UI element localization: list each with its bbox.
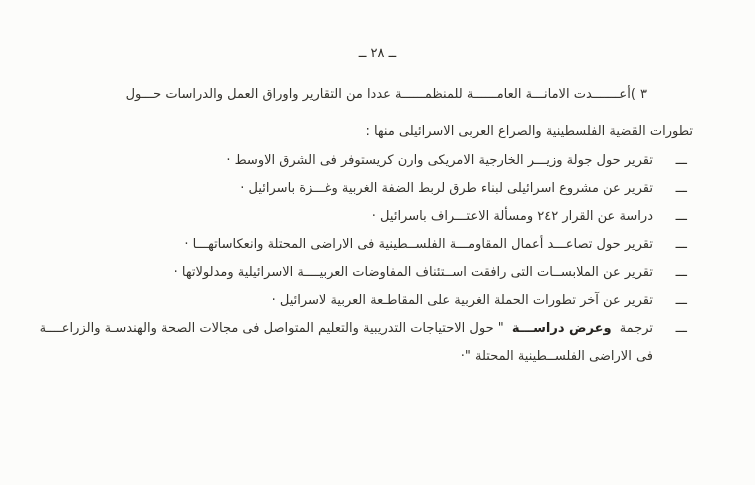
bullet-dash: ـــ (675, 265, 687, 280)
bullet-text: دراسة عن القرار ٢٤٢ ومسألة الاعتـــراف باسرائيل · (371, 209, 653, 224)
list-item (40, 235, 687, 254)
translation-item-first-line (36, 319, 653, 338)
bullet-text (36, 319, 653, 366)
bullet-dash: ـــ (675, 237, 687, 252)
bullet-text: تقرير حول جولة وزيـــر الخارجية الامريكى وارن كريستوفر فى الشرق الاوسط · (226, 153, 653, 168)
bullet-dash: ـــ (675, 181, 687, 196)
item-intro-text: أعـــــــدت الامانـــة العامــــــة للمنظمــــــة عددا من التقارير واوراق العمل والدراسات حـــول (125, 87, 631, 102)
translation-rest: " حول الاحتياجات التدريبية والتعليم المتواصل فى مجالات الصحة والهندسـة والزراعــــة (39, 321, 504, 336)
bullet-list (40, 151, 687, 375)
item-paragraph-line-1 (126, 87, 663, 102)
item-paragraph-line-2: تطورات القضية الفلسطينية والصراع العربى الاسرائيلى منها : (365, 124, 693, 139)
bullet-dash: ـــ (675, 321, 687, 336)
translation-title-emphasis: وعرض دراســـة (511, 321, 612, 336)
bullet-dash: ـــ (675, 153, 687, 168)
list-item (40, 263, 687, 282)
page-number: ــ ٢٨ ــ (358, 46, 397, 61)
bullet-dash: ـــ (675, 209, 687, 224)
bullet-text: تقرير حول تصاعـــد أعمال المقاومـــة الفلســطينية فى الاراضى المحتلة وانعكاساتهـــا · (184, 237, 653, 252)
translation-prefix: ترجمة (619, 321, 653, 336)
list-item (40, 151, 687, 170)
bullet-text: تقرير عن آخر تطورات الحملة الغربية على المقاطـعة العربية لاسرائيل · (271, 293, 653, 308)
list-item (40, 207, 687, 226)
translation-item-second-line: فى الاراضى الفلســطينية المحتلة "· (460, 349, 653, 364)
list-item (40, 179, 687, 198)
bullet-text: تقرير عن مشروع اسرائيلى لبناء طرق لربط الضفة الغربية وغـــزة باسرائيل · (240, 181, 653, 196)
list-item (40, 291, 687, 310)
bullet-text: تقرير عن الملابســات التى رافقت اســتئناف المفاوضات العربيــــة الاسرائيلية ومدلولاتها · (173, 265, 653, 280)
item-number-marker: ( ٣ (630, 87, 647, 102)
bullet-dash: ـــ (675, 293, 687, 308)
list-item-translation (40, 319, 687, 366)
